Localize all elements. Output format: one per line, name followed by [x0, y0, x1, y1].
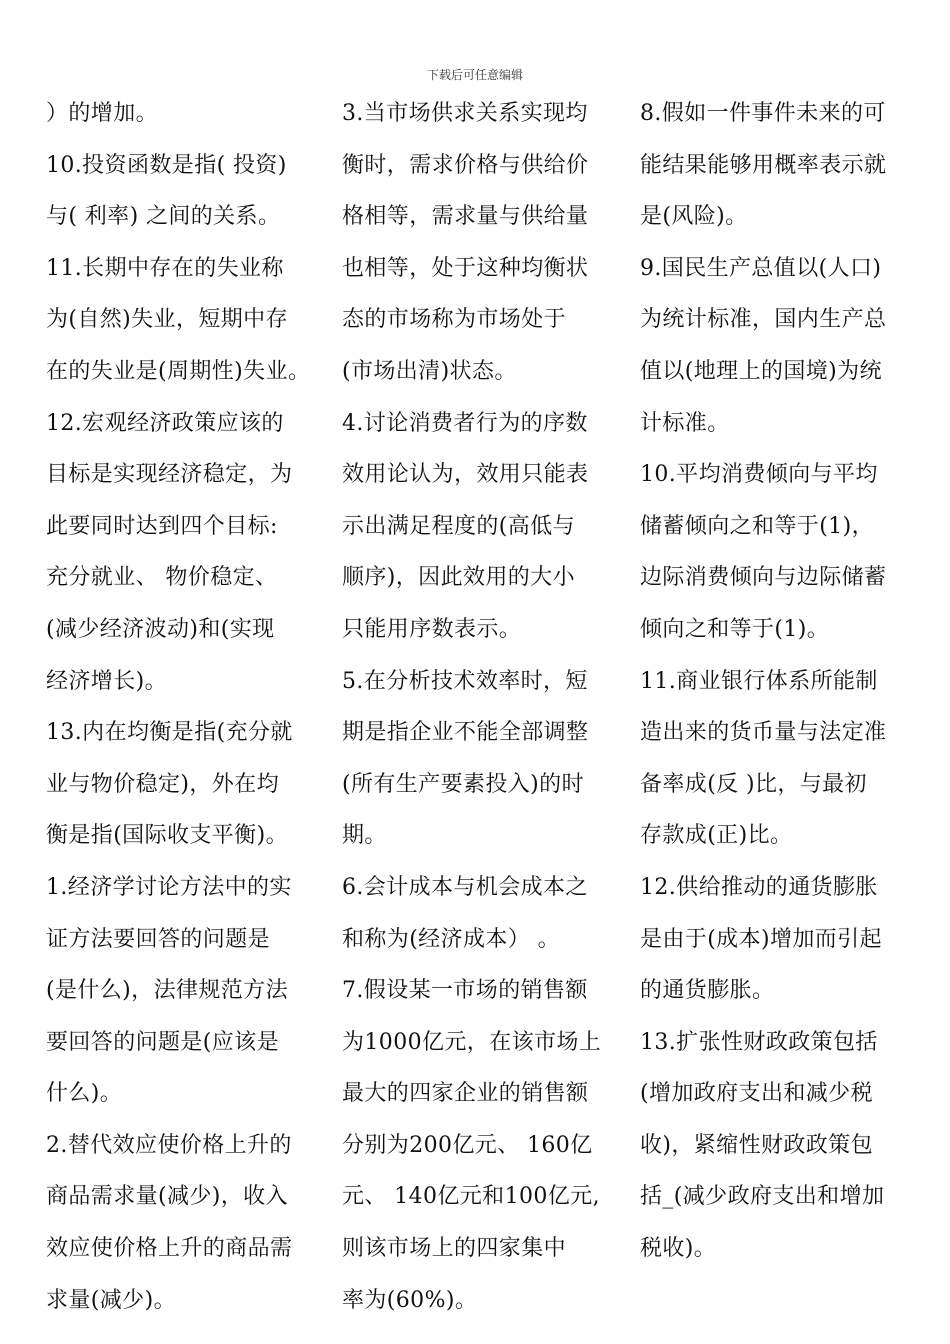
text-line: 11.商业银行体系所能制: [640, 668, 878, 694]
text-line: 13.内在均衡是指(充分就: [46, 720, 293, 746]
text-line: 示出满足程度的(高低与: [342, 513, 575, 539]
text-line: 元、 140亿元和100亿元,: [342, 1184, 600, 1210]
text-line: 备率成(反 )比，与最初: [640, 771, 867, 797]
text-line: 能结果能够用概率表示就: [640, 152, 887, 178]
text-line: 衡时，需求价格与供给价: [342, 152, 589, 178]
text-line: 4.讨论消费者行为的序数: [342, 410, 588, 436]
text-line: 11.长期中存在的失业称: [46, 255, 284, 281]
text-line: 8.假如一件事件未来的可: [640, 101, 886, 126]
text-line: 存款成(正)比。: [640, 823, 793, 849]
text-line: 倾向之和等于(1)。: [640, 616, 830, 642]
text-line: 1.经济学讨论方法中的实: [46, 874, 292, 900]
text-line: 的通货膨胀。: [640, 978, 775, 1004]
text-line: 也相等，处于这种均衡状: [342, 255, 589, 281]
text-line: 造出来的货币量与法定准: [640, 720, 887, 746]
text-line: 为1000亿元，在该市场上: [342, 1029, 602, 1055]
text-line: 3.当市场供求关系实现均: [342, 101, 588, 126]
text-line: (市场出清)状态。: [342, 358, 517, 384]
text-line: 6.会计成本与机会成本之: [342, 874, 588, 900]
text-line: 在的失业是(周期性)失业。: [46, 358, 311, 384]
text-line: 7.假设某一市场的销售额: [342, 978, 588, 1004]
text-line: 10.投资函数是指( 投资): [46, 152, 287, 178]
text-line: (所有生产要素投入)的时: [342, 771, 584, 797]
text-line: 是(风险)。: [640, 204, 748, 230]
text-line: 计标准。: [640, 410, 730, 436]
text-line: 业与物价稳定)，外在均: [46, 771, 279, 797]
text-line: 5.在分析技术效率时，短: [342, 668, 588, 694]
text-line: 经济增长)。: [46, 668, 167, 694]
text-line: 求量(减少)。: [46, 1287, 176, 1313]
text-line: 期是指企业不能全部调整: [342, 720, 589, 746]
text-line: 效应使价格上升的商品需: [46, 1236, 293, 1262]
text-line: 值以(地理上的国境)为统: [640, 358, 882, 384]
text-line: 是由于(成本)增加而引起: [640, 926, 882, 952]
text-line: 目标是实现经济稳定，为: [46, 462, 293, 488]
text-line: 收)，紧缩性财政政策包: [640, 1132, 873, 1158]
text-line: 边际消费倾向与边际储蓄: [640, 565, 887, 591]
text-line: (是什么)，法律规范方法: [46, 978, 288, 1004]
text-line: 括_(减少政府支出和增加: [640, 1184, 885, 1210]
text-line: 12.供给推动的通货膨胀: [640, 874, 878, 900]
text-line: 最大的四家企业的销售额: [342, 1081, 589, 1107]
text-line: (减少经济波动)和(实现: [46, 616, 275, 642]
text-line: 态的市场称为市场处于: [342, 307, 567, 333]
text-line: 充分就业、 物价稳定、: [46, 565, 278, 591]
text-line: 12.宏观经济政策应该的: [46, 410, 284, 436]
text-line: 商品需求量(减少)，收入: [46, 1184, 288, 1210]
text-line: 证方法要回答的问题是: [46, 926, 271, 952]
text-line: 与( 利率) 之间的关系。: [46, 204, 281, 230]
text-line: 率为(60%)。: [342, 1287, 478, 1313]
text-line: 衡是指(国际收支平衡)。: [46, 823, 288, 849]
text-line: 为统计标准，国内生产总: [640, 307, 887, 333]
column-middle: [342, 88, 614, 1326]
text-line: 则该市场上的四家集中: [342, 1236, 567, 1262]
text-line: 储蓄倾向之和等于(1)，: [640, 513, 874, 539]
text-line: 格相等，需求量与供给量: [342, 204, 589, 230]
text-line: 要回答的问题是(应该是: [46, 1029, 279, 1055]
text-line: 和称为(经济成本） 。: [342, 926, 560, 952]
text-line: 10.平均消费倾向与平均: [640, 462, 878, 488]
column-left: [46, 88, 318, 1326]
text-line: 此要同时达到四个目标:: [46, 513, 278, 539]
text-line: 9.国民生产总值以(人口): [640, 255, 882, 281]
column-right: [640, 88, 912, 1275]
text-line: 税收)。: [640, 1236, 717, 1262]
text-line: 13.扩张性财政政策包括: [640, 1029, 878, 1055]
text-line: 只能用序数表示。: [342, 616, 522, 642]
text-line: (增加政府支出和减少税: [640, 1081, 873, 1107]
text-line: 2.替代效应使价格上升的: [46, 1132, 292, 1158]
page-header: 下载后可任意编辑: [426, 68, 523, 82]
text-line: 为(自然)失业，短期中存: [46, 307, 288, 333]
text-line: ）的增加。: [46, 101, 159, 126]
text-line: 顺序)，因此效用的大小: [342, 565, 575, 591]
text-line: 什么)。: [46, 1081, 123, 1107]
text-line: 期。: [342, 823, 387, 849]
text-line: 分别为200亿元、 160亿: [342, 1132, 593, 1158]
text-line: 效用论认为，效用只能表: [342, 462, 589, 488]
